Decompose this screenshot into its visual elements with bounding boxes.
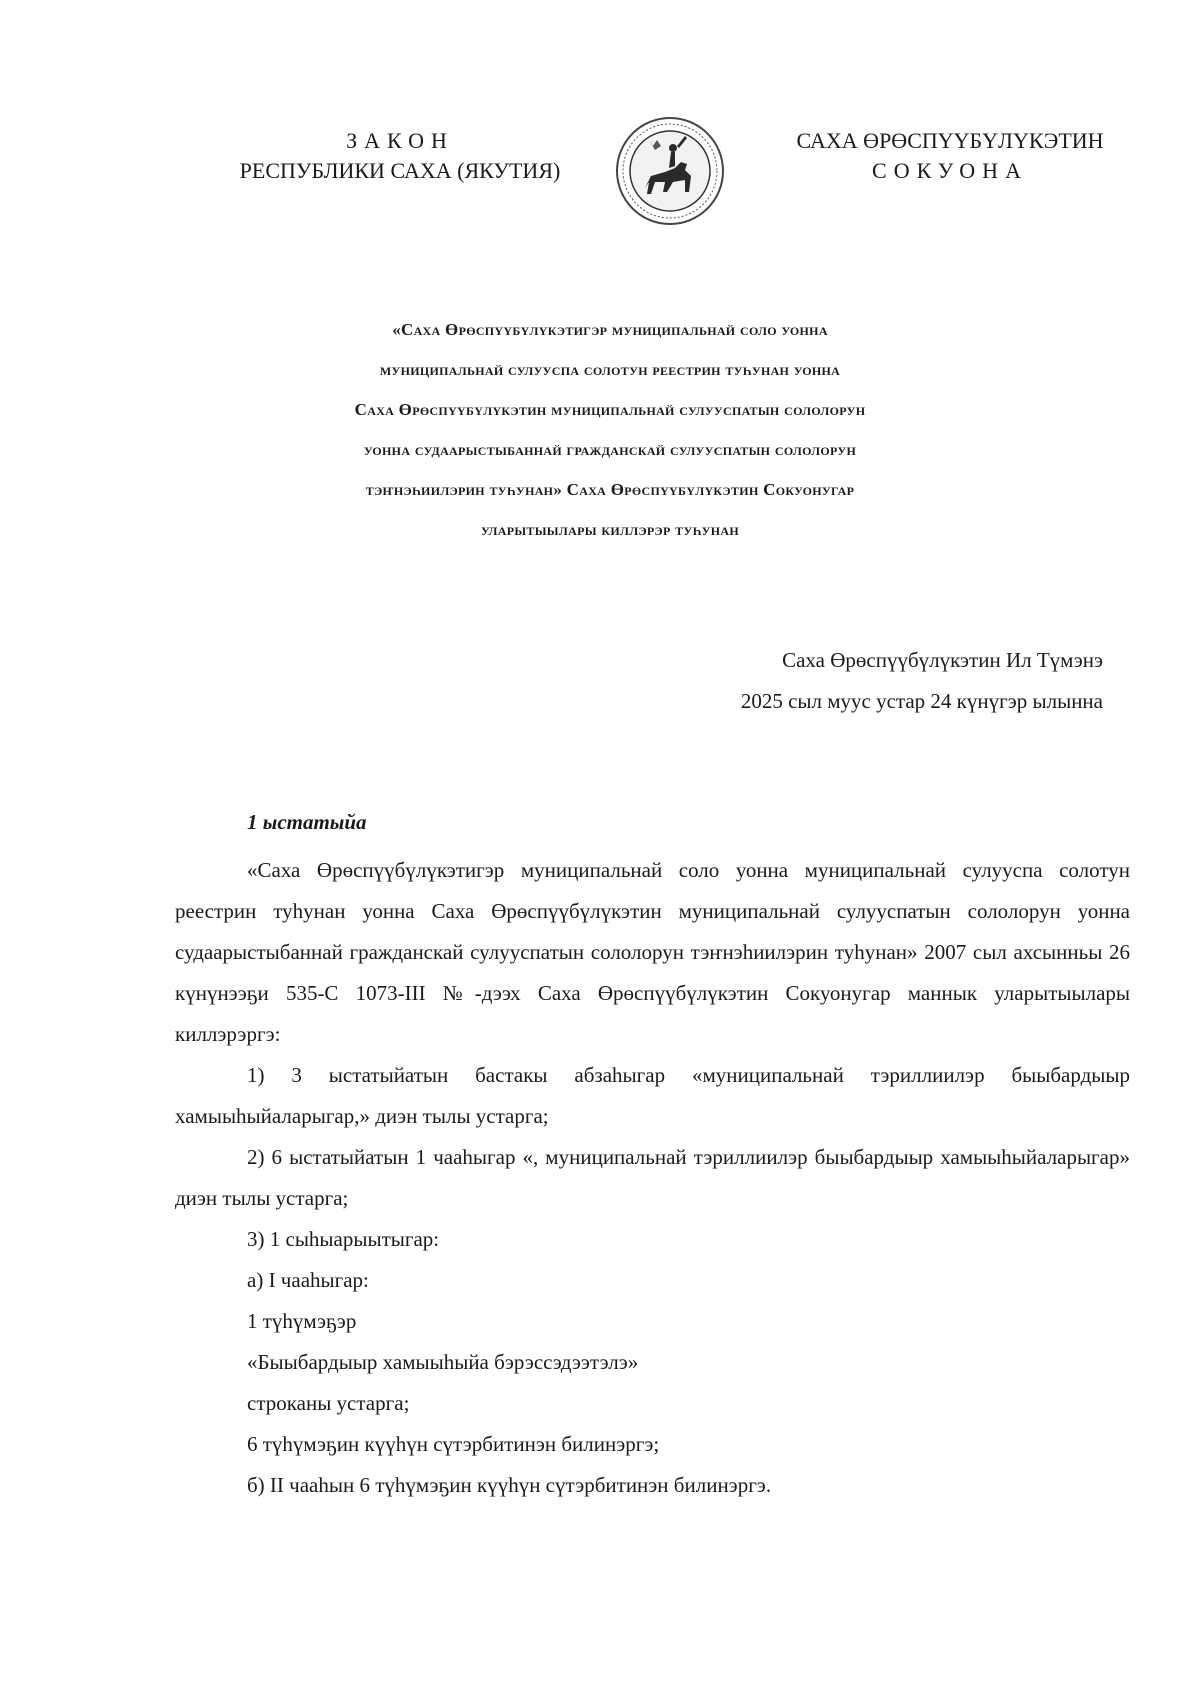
header-republic-name: РЕСПУБЛИКИ САХА (ЯКУТИЯ) — [239, 158, 561, 183]
article-item-2: 2) 6 ыстатыйатын 1 чааһыгар «, муниципальнай тэриллиилэр быыбардыыр хамыыһыйаларыгар» диэн тылы устарга; — [175, 1145, 1130, 1210]
article-body — [175, 850, 1130, 1506]
document-header — [0, 0, 1200, 240]
title-line: уларытыылары киллэрэр туһунан — [480, 520, 740, 539]
header-sokuona: СОКУОНА — [872, 158, 1028, 183]
adoption-date: 2025 сыл муус устар 24 күнүгэр ылынна — [740, 689, 1103, 713]
adoption-block — [503, 640, 1103, 722]
adoption-body: Саха Өрөспүүбүлүкэтин Ил Түмэнэ — [782, 648, 1103, 672]
article-sub-a-3: строканы устарга; — [247, 1391, 410, 1415]
article-sub-a-2: «Быыбардыыр хамыыһыйа бэрэссэдээтэлэ» — [247, 1350, 639, 1374]
law-title — [190, 310, 1030, 550]
header-zakon: ЗАКОН — [346, 128, 454, 153]
article-item-1: 1) 3 ыстатыйатын бастакы абзаһыгар «муниципальнай тэриллиилэр быыбардыыр хамыыһыйаларыгар,» диэн тылы устарга; — [175, 1063, 1130, 1128]
article-intro: «Саха Өрөспүүбүлүкэтигэр муниципальнай соло уонна муниципальнай сулууспа солотун реестрин туһунан уонна Саха Өрөспүүбүлүкэтин муниципальнай сулууспатын сололорун уонна судаарыстыбаннай гражданскай сулууспатын сололорун тэҥнэһиилэрин туһунан» 2007 сыл ахсынньы 26 күнүнээҕи 535-С 1073-III №-дээх Саха Өрөспүүбүлүкэтин Сокуонугар маннык уларытыылары киллэрэргэ: — [175, 858, 1130, 1046]
article-sub-a-1: 1 түһүмэҕэр — [247, 1309, 357, 1333]
article-sub-a: а) I чааһыгар: — [247, 1268, 369, 1292]
article-item-3: 3) 1 сыһыарыытыгар: — [247, 1227, 440, 1251]
header-left-block — [215, 126, 585, 186]
title-line: «Саха Өрөспүүбүлүкэтигэр муниципальнай соло уонна — [392, 320, 828, 339]
article-sub-a-4: 6 түһүмэҕин күүһүн сүтэрбитинэн билинэргэ; — [247, 1432, 660, 1456]
article-sub-b: б) II чааһын 6 түһүмэҕин күүһүн сүтэрбитинэн билинэргэ. — [247, 1473, 772, 1497]
article-heading: 1 ыстатыйа — [247, 810, 367, 834]
title-line: муниципальнай сулууспа солотун реестрин туһунан уонна — [379, 360, 841, 379]
header-right-block — [770, 126, 1130, 186]
title-line: тэҥнэһиилэрин туһунан» Саха Өрөспүүбүлүкэтин Сокуонугар — [365, 480, 855, 499]
title-line: уонна судаарыстыбаннай гражданскай сулууспатын сололорун — [363, 440, 857, 459]
header-republic-name-sakha: САХА ӨРӨСПҮҮБҮЛҮКЭТИН — [796, 128, 1104, 153]
title-line: Саха Өрөспүүбүлүкэтин муниципальнай сулууспатын сололорун — [354, 400, 866, 419]
republic-emblem-icon — [615, 116, 725, 226]
